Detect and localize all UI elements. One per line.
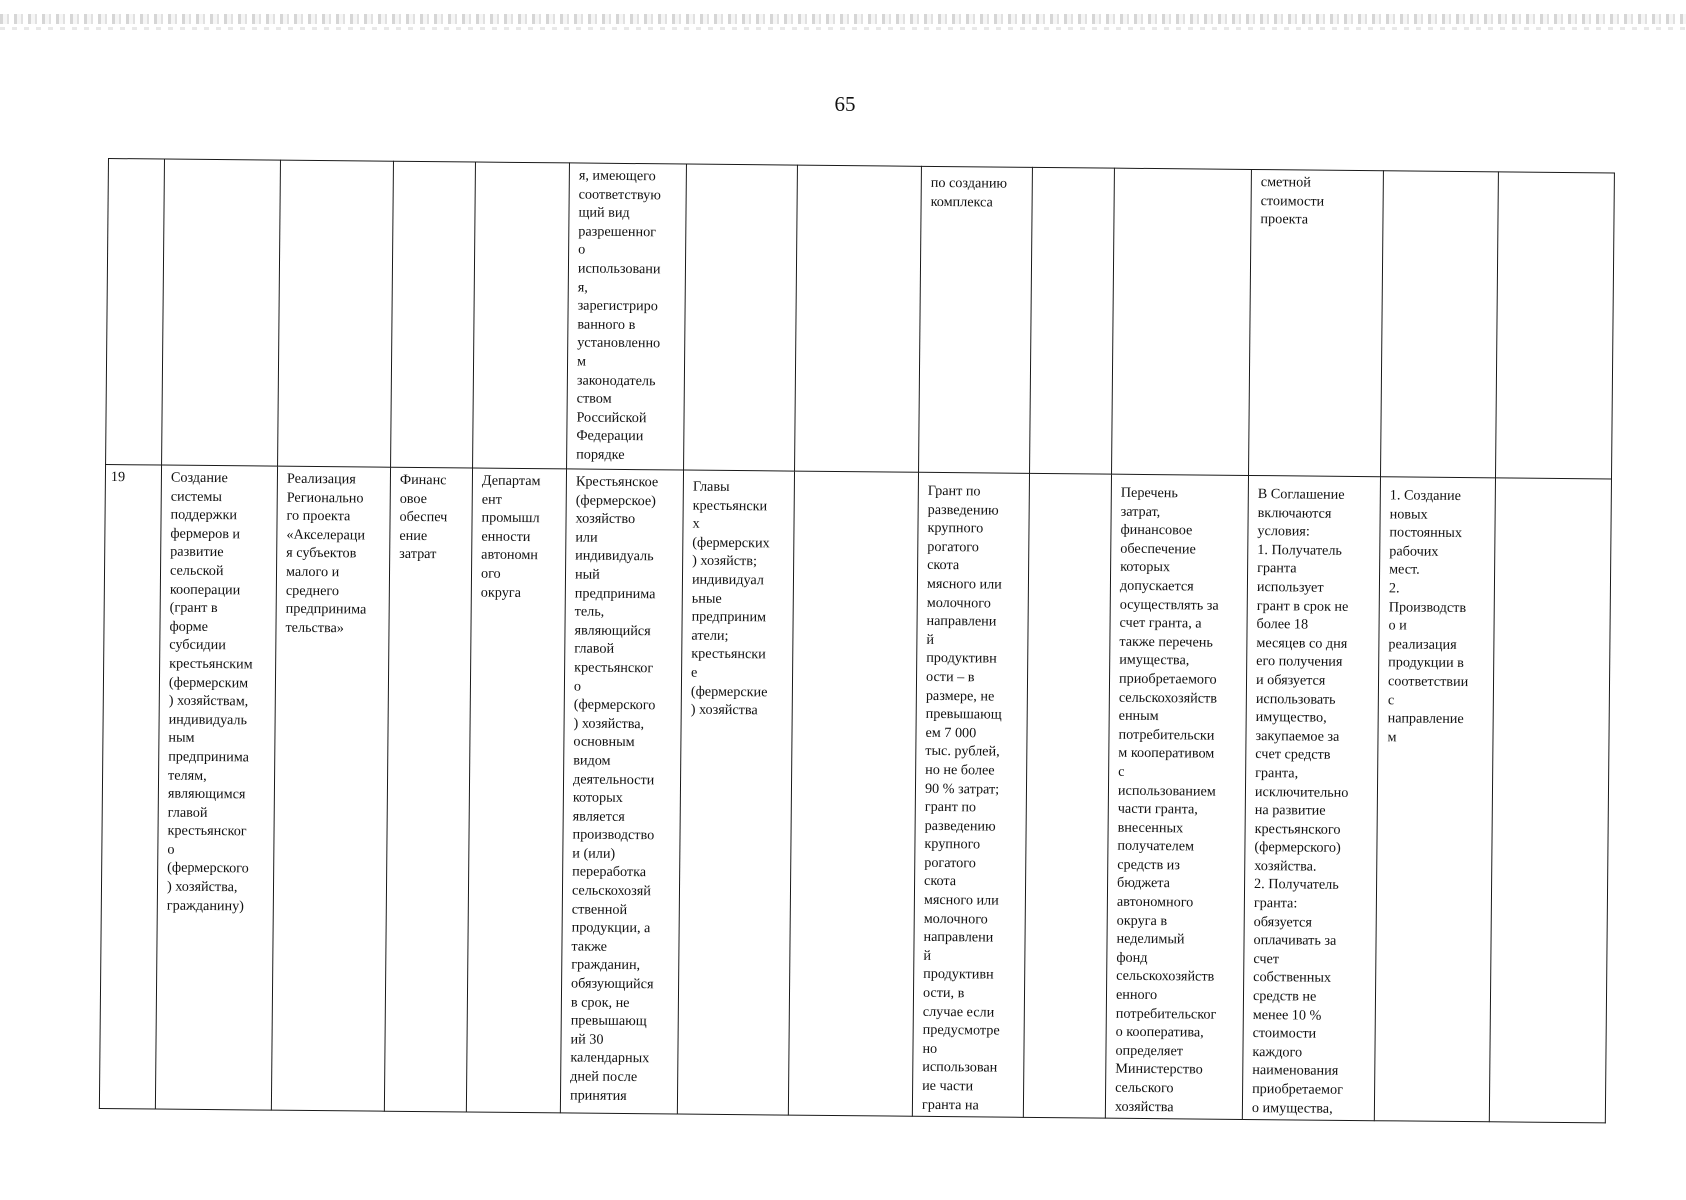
cell-cost-list — [1112, 168, 1252, 475]
cell-cost-list: Перечень затрат, финансовое обеспечение которых допускается осуществлять за счет гранта, а также перечень имущества, приобретаемого сельскохозяйств енным потребительски м кооперативом с использованием части гранта, внесенных получателем средств из бюджета автономного округа в неделимый фонд сельскохозяйств енного потребительског о кооператива, определяет Министерство сельского хозяйства — [1105, 474, 1248, 1119]
cell-responsible: Департам ент промышл енности автономн ого округа — [466, 468, 566, 1113]
cell-measure-name — [162, 159, 281, 466]
cell-responsible — [473, 162, 570, 469]
cell-results — [1380, 171, 1498, 478]
cell-purpose — [391, 161, 476, 468]
cell-results: 1. Создание новых постоянных рабочих мест. 2. Производств о и реализация продукции в соответствии с направление м — [1374, 477, 1495, 1122]
cell-measure-name: Создание системы поддержки фермеров и развитие сельской кооперации (грант в форме субсидии крестьянским (фермерским ) хозяйствам, индивидуаль ным предпринима телям, являющимся главой крестьянског о (фермерского ) хозяйства, гражданину) — [155, 465, 277, 1110]
cell-grant-size: по созданию комплекса — [919, 166, 1033, 473]
cell-empty-10 — [1023, 473, 1111, 1118]
cell-recipient-category: Главы крестьянски х (фермерских ) хозяйств; индивидуал ьные предприним атели; крестьянски е (фермерские ) хозяйства — [677, 470, 794, 1115]
cell-empty-10 — [1030, 167, 1115, 474]
page-number: 65 — [834, 92, 856, 116]
cell-project: Реализация Регионально го проекта «Акселераци я субъектов малого и среднего предпринима тельства» — [271, 466, 390, 1111]
cell-recipients-criteria: Крестьянское (фермерское) хозяйство или индивидуаль ный предпринима тель, являющийся главой крестьянског о (фермерского ) хозяйства, основным видом деятельности которых является производство и (или) переработка сельскохозяй ственной продукции, а также гражданин, обязующийся в срок, не превышающ ий 30 календарных дней после принятия — [560, 469, 683, 1114]
table-row-continuation — [106, 159, 1615, 479]
cell-num: 19 — [99, 464, 161, 1109]
cell-empty-8 — [795, 165, 922, 472]
cell-recipient-category — [684, 164, 798, 471]
cell-empty-14 — [1489, 478, 1611, 1123]
scan-edge-noise — [0, 14, 1686, 24]
cell-recipients-criteria: я, имеющего соответствую щий вид разрешенног о использовани я, зарегистриро ванного в установленно м законодатель ством Российской Федерации порядке — [567, 163, 687, 470]
measures-table — [99, 158, 1615, 1124]
cell-agreement-terms: сметной стоимости проекта — [1249, 169, 1384, 476]
cell-num — [106, 159, 165, 466]
cell-agreement-terms: В Соглашение включаются условия: 1. Получатель гранта использует грант в срок не более 18 месяцев со дня его получения и обязуется использовать имущество, закупаемое за счет средств гранта, исключительно на развитие крестьянского (фермерского) хозяйства. 2. Получатель гранта: обязуется оплачивать за счет собственных средств не менее 10 % стоимости каждого наименования приобретаемог о имущества, — [1242, 475, 1380, 1120]
cell-grant-size: Грант по разведению крупного рогатого скота мясного или молочного направлени й продуктивн ости – в размере, не превышающ ем 7 000 тыс. рублей, но не более 90 % затрат; грант по разведению крупного рогатого скота мясного или молочного направлени й продуктивн ости, в случае если предусмотре но использован ие части гранта на — [912, 472, 1029, 1117]
cell-project — [278, 160, 394, 467]
cell-empty-8 — [788, 471, 918, 1116]
scan-edge-noise-2 — [0, 27, 1686, 30]
cell-empty-14 — [1495, 172, 1614, 479]
table-row-19 — [99, 464, 1611, 1123]
cell-purpose: Финанс овое обеспеч ение затрат — [384, 467, 472, 1112]
